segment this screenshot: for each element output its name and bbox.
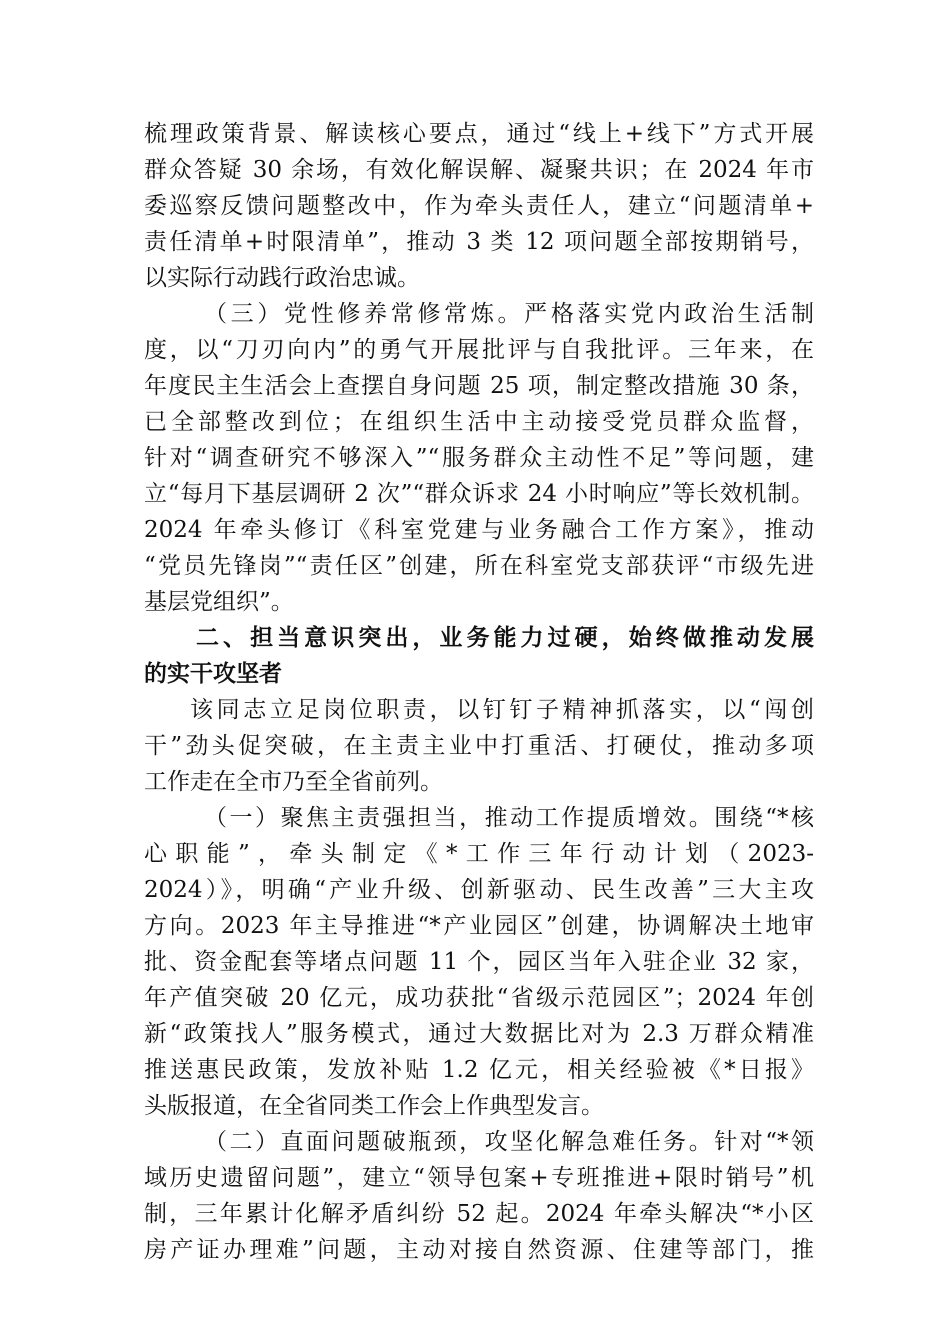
text-line: 年产值突破 20 亿元，成功获批“省级示范园区”；2024 年创 bbox=[144, 985, 814, 1011]
text-line: 域历史遗留问题”，建立“领导包案+专班推进+限时销号”机 bbox=[144, 1165, 814, 1191]
text-line: 基层党组织”。 bbox=[144, 589, 294, 615]
text-line: 批、资金配套等堵点问题 11 个，园区当年入驻企业 32 家， bbox=[144, 949, 814, 975]
section-heading: 二、担当意识突出，业务能力过硬，始终做推动发展 bbox=[196, 624, 814, 651]
text-line: “党员先锋岗”“责任区”创建，所在科室党支部获评“市级先进 bbox=[144, 553, 814, 579]
text-line: （一）聚焦主责强担当，推动工作提质增效。围绕“*核 bbox=[204, 805, 814, 831]
text-line: 方向。2023 年主导推进“*产业园区”创建，协调解决土地审 bbox=[144, 913, 814, 939]
text-line: 群众答疑 30 余场，有效化解误解、凝聚共识；在 2024 年市 bbox=[144, 157, 814, 183]
text-line: 房产证办理难”问题，主动对接自然资源、住建等部门，推 bbox=[144, 1237, 814, 1263]
text-line: 制，三年累计化解矛盾纠纷 52 起。2024 年牵头解决“*小区 bbox=[144, 1201, 814, 1227]
text-line: （二）直面问题破瓶颈，攻坚化解急难任务。针对“*领 bbox=[204, 1129, 814, 1155]
text-line: 针对“调查研究不够深入”“服务群众主动性不足”等问题，建 bbox=[144, 445, 814, 471]
text-line: 干”劲头促突破，在主责主业中打重活、打硬仗，推动多项 bbox=[144, 733, 814, 759]
text-line: 新“政策找人”服务模式，通过大数据比对为 2.3 万群众精准 bbox=[144, 1021, 814, 1047]
text-line: 度，以“刀刃向内”的勇气开展批评与自我批评。三年来，在 bbox=[144, 337, 814, 363]
text-line: 立“每月下基层调研 2 次”“群众诉求 24 小时响应”等长效机制。 bbox=[144, 481, 814, 507]
text-line: （三）党性修养常修常炼。严格落实党内政治生活制 bbox=[204, 301, 814, 327]
text-line: 梳理政策背景、解读核心要点，通过“线上+线下”方式开展 bbox=[144, 121, 814, 147]
text-line: 推送惠民政策，发放补贴 1.2 亿元，相关经验被《*日报》 bbox=[144, 1057, 814, 1083]
text-line: 2024）》，明确“产业升级、创新驱动、民生改善”三大主攻 bbox=[144, 877, 814, 903]
text-line: 心职能”，牵头制定《*工作三年行动计划（2023- bbox=[144, 841, 814, 867]
text-line: 年度民主生活会上查摆自身问题 25 项，制定整改措施 30 条， bbox=[144, 373, 814, 399]
text-line: 已全部整改到位；在组织生活中主动接受党员群众监督， bbox=[144, 409, 814, 435]
text-line: 工作走在全市乃至全省前列。 bbox=[144, 769, 443, 795]
text-line: 责任清单+时限清单”，推动 3 类 12 项问题全部按期销号， bbox=[144, 229, 814, 255]
text-line: 头版报道，在全省同类工作会上作典型发言。 bbox=[144, 1093, 604, 1119]
text-line: 2024 年牵头修订《科室党建与业务融合工作方案》，推动 bbox=[144, 517, 814, 543]
text-line: 该同志立足岗位职责，以钉钉子精神抓落实，以“闯创 bbox=[190, 697, 814, 723]
text-line: 以实际行动践行政治忠诚。 bbox=[144, 265, 420, 291]
section-heading: 的实干攻坚者 bbox=[144, 660, 282, 687]
text-line: 委巡察反馈问题整改中，作为牵头责任人，建立“问题清单+ bbox=[144, 193, 814, 219]
